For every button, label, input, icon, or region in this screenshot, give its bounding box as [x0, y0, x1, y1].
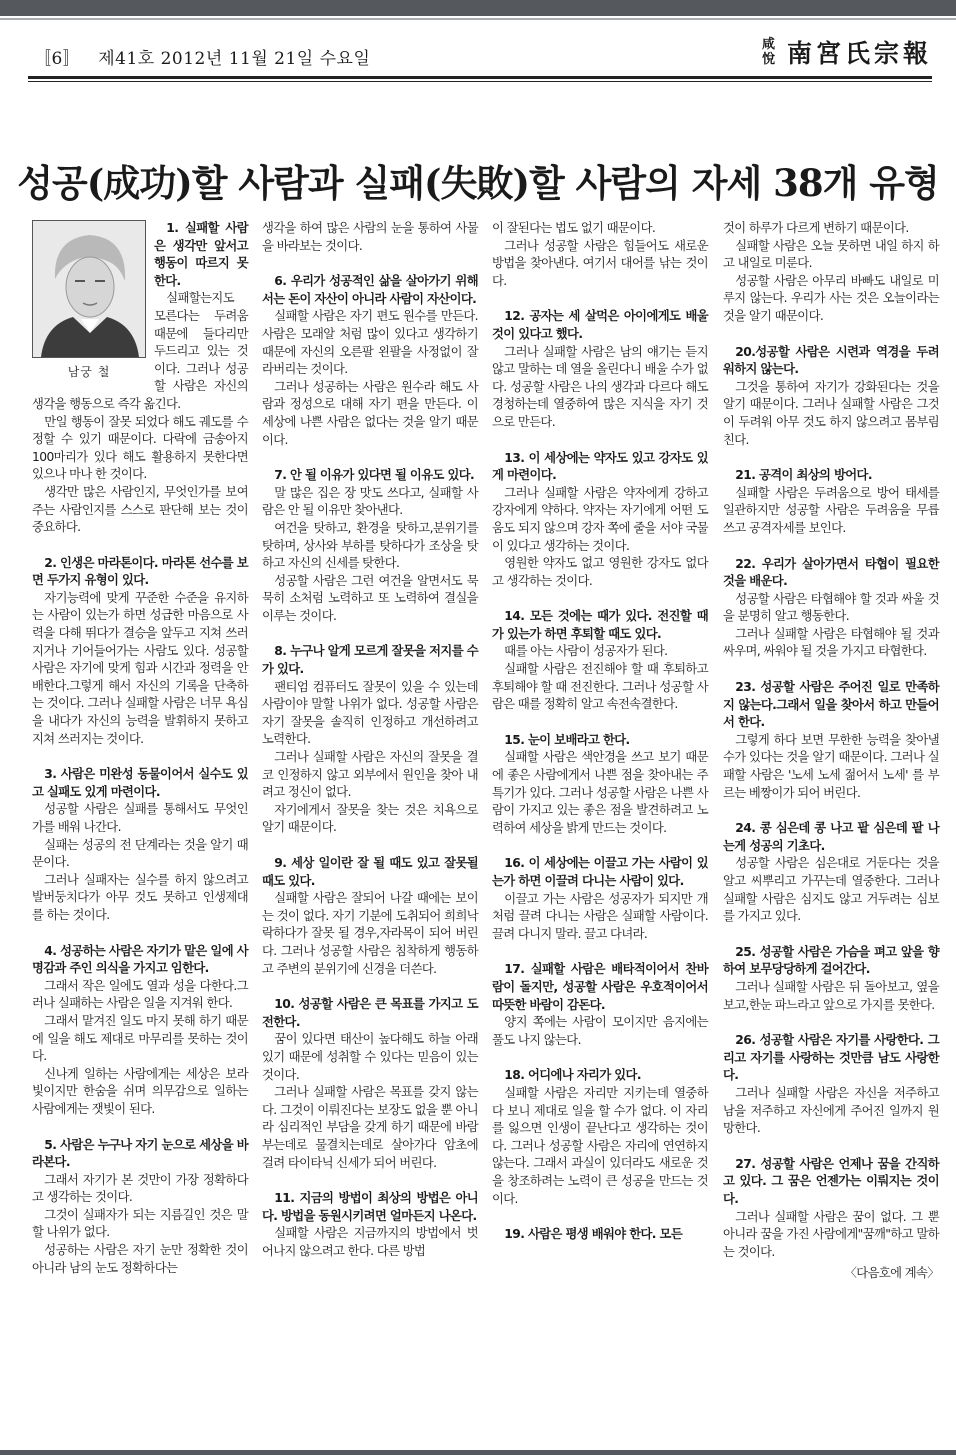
body-paragraph: 성공할 사람은 실패를 통해서도 무엇인가를 배워 나간다.: [32, 802, 248, 834]
body-paragraph: 그러나 실패할 사람은 타협해야 될 것과 싸우며, 싸워야 될 것을 가지고 타협한다.: [723, 626, 939, 659]
column-4-text: [723, 220, 939, 1261]
section-heading: 6. 우리가 성공적인 삶을 살아가기 위해서는 돈이 자산이 아니라 사람이 자산이다.: [262, 274, 478, 306]
body-paragraph: 실패는 성공의 전 단계라는 것을 알기 때문이다.: [32, 837, 248, 870]
body-paragraph: 실패할 사람은 전진해야 할 때 후퇴하고 후퇴해야 할 때 전진한다. 그러나 성공할 사람은 때를 정확히 알고 속전속결한다.: [492, 662, 708, 712]
article-column-4: [723, 220, 939, 1283]
section-heading: 11. 지금의 방법이 최상의 방법은 아니다. 방법을 동원시키려면 얼마든지 나온다.: [262, 1191, 478, 1223]
body-paragraph: 그렇게 하다 보면 무한한 능력을 찾아낼 수가 있다는 것을 알기 때문이다. 그러나 실패할 사람은 '노세 노세 젊어서 노세' 를 부르는 베짱이가 되어 버린다.: [723, 732, 939, 800]
section-heading: 16. 이 세상에는 이끌고 가는 사람이 있는가 하면 이끌려 다니는 사람이 있다.: [492, 856, 708, 888]
body-paragraph: 그러나 실패할 사람은 목표를 갖지 않는다. 그것이 이뤄진다는 보장도 없을 뿐 아니라 심리적인 부담을 갖게 하기 때문에 바람부는데로 물결치는데로 살아가다 암초에 걸려 타이타닉 신세가 되어 버린다.: [262, 1085, 478, 1170]
body-paragraph: 그러나 실패할 사람은 뒤 돌아보고, 옆을 보고,한눈 파느라고 앞으로 가지를 못한다.: [723, 979, 939, 1012]
body-paragraph: 말 많은 집은 장 맛도 쓰다고, 실패할 사람은 안 될 이유만 찾아낸다.: [262, 485, 478, 518]
body-paragraph: 그것을 통하여 자기가 강화된다는 것을 알기 때문이다. 그러나 실패할 사람은 그것이 두려워 아무 것도 하지 않으려고 몸부림친다.: [723, 379, 939, 447]
body-paragraph: 실패할 사람은 지금까지의 방법에서 벗어나지 않으려고 한다. 다른 방법: [262, 1226, 478, 1258]
section-heading: 21. 공격이 최상의 방어다.: [735, 468, 872, 483]
bottom-bar: [0, 1450, 956, 1455]
body-paragraph: 그래서 자기가 본 것만이 가장 정확하다고 생각하는 것이다.: [32, 1172, 248, 1205]
body-paragraph: 자기에게서 잘못을 찾는 것은 치욕으로 알기 때문이다.: [262, 802, 478, 835]
author-photo-block: [32, 220, 146, 382]
article-column-3: [492, 220, 708, 1244]
section-heading: 27. 성공할 사람은 언제나 꿈을 간직하고 있다. 그 꿈은 언젠가는 이뤄지는 것이다.: [723, 1156, 939, 1206]
body-paragraph: 영원한 약자도 없고 영원한 강자도 없다고 생각하는 것이다.: [492, 556, 708, 588]
section-heading: 14. 모든 것에는 때가 있다. 전진할 때가 있는가 하면 후퇴할 때도 있다.: [492, 609, 708, 641]
body-paragraph: 만일 행동이 잘못 되었다 해도 궤도를 수정할 수 있기 때문이다. 다락에 금송아지 100마리가 있다 해도 활용하지 못한다면 있으나 마나 한 것이다.: [32, 414, 248, 482]
body-paragraph: 이끌고 가는 사람은 성공자가 되지만 개처럼 끌려 다니는 사람은 실패할 사람이다. 끌려 다니지 말라. 끌고 다녀라.: [492, 891, 708, 941]
article-column-1: [32, 220, 248, 1277]
section-heading: 17. 실패할 사람은 배타적이어서 찬바람이 돌지만, 성공할 사람은 우호적이어서 따뜻한 바람이 감돈다.: [492, 962, 708, 1012]
body-paragraph: 실패할 사람은 자리만 지키는데 열중하다 보니 제대로 일을 할 수가 없다. 이 자리를 잃으면 인생이 끝난다고 생각하는 것이다. 그러나 성공할 사람은 자리에 연연하지 않는다. 그래서 과실이 있더라도 새로운 것을 창조하려는 노력이 큰 성공을 만드는 것이다.: [492, 1085, 708, 1206]
body-paragraph: 성공하는 사람은 자기 눈만 정확한 것이 아니라 남의 눈도 정확하다는: [32, 1243, 248, 1275]
body-paragraph: 그러나 실패자는 실수를 하지 않으려고 발버둥치다가 아무 것도 못하고 인생제대를 하는 것이다.: [32, 872, 248, 922]
masthead-title: 南宮氏宗報: [786, 39, 932, 68]
body-paragraph: 실패할 사람은 잘되어 나갈 때에는 보이는 것이 없다. 자기 기분에 도취되어 희희낙락하다가 잘못 될 경우,자라목이 되어 버린다. 그러나 성공할 사람은 침착하게 행동하고 주변의 분위기에 신경을 더쓴다.: [262, 891, 478, 976]
section-heading: 3. 사람은 미완성 동물이어서 실수도 있고 실패도 있게 마련이다.: [32, 767, 248, 799]
body-paragraph: 실패할 사람은 오늘 못하면 내일 하지 하고 내일로 미룬다.: [723, 238, 939, 271]
body-paragraph: 실패할 사람은 자기 편도 원수를 만든다. 사람은 모래알 처럼 많이 있다고 생각하기 때문에 자신의 오른팔 왼팔을 사정없이 잘라버리는 것이다.: [262, 309, 478, 377]
body-paragraph: 자기능력에 맞게 꾸준한 수준을 유지하는 사람이 있는가 하면 성급한 마음으로 사력을 다해 뛰다가 결승을 앞두고 지쳐 쓰러지거나 기어들어가는 사람도 있다. 성공할 사람은 자기에 맞게 힘과 시간과 정력을 안배한다.그렇게 해서 자신의 기록을 단축하는 것이다. 그러나 실패할 사람은 너무 욕심을 내다가 자신의 능력을 발휘하지 못하고 지쳐 쓰러지는 것이다.: [32, 590, 248, 746]
section-heading: 22. 우리가 살아가면서 타협이 필요한 것을 배운다.: [723, 556, 939, 589]
body-paragraph: 그러나 성공하는 사람은 원수라 해도 사람과 정성으로 대해 자기 편을 만든다. 이 세상에 나쁜 사람은 없다는 것을 알기 때문이다.: [262, 379, 478, 447]
body-paragraph: 그러나 실패할 사람은 꿈이 없다. 그 뿐 아니라 꿈을 가진 사람에게"꿈깨"하고 말하는 것이다.: [723, 1209, 939, 1259]
body-paragraph: 생각만 많은 사람인지, 무엇인가를 보여 주는 사람인지를 스스로 판단해 보는 것이 중요하다.: [32, 484, 248, 535]
section-heading: 1. 실패할 사람은 생각만 앞서고 행동이 따르지 못한다.: [154, 221, 248, 288]
section-heading: 19. 사람은 평생 배워야 한다. 모든: [504, 1227, 683, 1242]
body-paragraph: 그러나 성공할 사람은 힘들어도 새로운 방법을 찾아낸다. 여기서 대어를 낚는 것이다.: [492, 238, 708, 288]
section-heading: 18. 어디에나 자리가 있다.: [504, 1068, 641, 1083]
masthead: [762, 34, 932, 70]
section-heading: 10. 성공할 사람은 큰 목표를 가지고 도전한다.: [262, 997, 478, 1029]
body-paragraph: 신나게 일하는 사람에게는 세상은 보라빛이지만 한숨을 쉬며 의무감으로 일하는 사람에게는 잿빛이 된다.: [32, 1066, 248, 1116]
section-heading: 2. 인생은 마라톤이다. 마라톤 선수를 보면 두가지 유형이 있다.: [32, 555, 248, 588]
masthead-small-top: 咸: [761, 37, 775, 52]
section-heading: 24. 콩 심은데 콩 나고 팥 심은데 팥 나는게 성공의 기초다.: [723, 821, 939, 853]
body-paragraph: 것이 하루가 다르게 변하기 때문이다.: [723, 221, 909, 235]
body-paragraph: 양지 쪽에는 사람이 모이지만 음지에는 풀도 나지 않는다.: [492, 1015, 708, 1047]
body-paragraph: 그래서 맡겨진 일도 마지 못해 하기 때문에 일을 해도 제대로 마무리를 못하는 것이다.: [32, 1013, 248, 1064]
section-heading: 20.성공할 사람은 시련과 역경을 두려워하지 않는다.: [723, 344, 939, 377]
article-headline: 성공(成功)할 사람과 실패(失敗)할 사람의 자세 38개 유형: [17, 160, 939, 205]
body-paragraph: 그러나 실패할 사람은 약자에게 강하고 강자에게 약하다. 약자는 자기에게 어떤 도움도 되지 않으며 강자 쪽에 줄을 서야 국물이 있다고 생각하는 것이다.: [492, 485, 708, 553]
body-paragraph: 팬티엄 컴퓨터도 잘못이 있을 수 있는데 사람이야 말할 나위가 없다. 성공할 사람은 자기 잘못을 솔직히 인정하고 개선하려고 노력한다.: [262, 679, 478, 747]
masthead-small-bottom: 悅: [761, 52, 775, 67]
header-rule-thin: [28, 81, 932, 82]
column-3-text: [492, 220, 708, 1244]
author-photo: [32, 220, 146, 358]
body-paragraph: 그래서 작은 일에도 열과 성을 다한다.그러나 실패하는 사람은 일을 지겨워 한다.: [32, 978, 248, 1011]
section-heading: 26. 성공할 사람은 자기를 사랑한다. 그리고 자기를 사랑하는 것만큼 남도 사랑한다.: [723, 1033, 939, 1083]
header-rule-thick: [28, 76, 932, 79]
section-heading: 5. 사람은 누구나 자기 눈으로 세상을 바라본다.: [32, 1137, 248, 1170]
body-paragraph: 그러나 실패할 사람은 자신을 저주하고 남을 저주하고 자신에게 주어진 일까지 원망한다.: [723, 1085, 939, 1136]
section-heading: 13. 이 세상에는 약자도 있고 강자도 있게 마련이다.: [492, 450, 708, 483]
body-paragraph: 성공할 사람은 아무리 바빠도 내일로 미루지 않는다. 우리가 사는 것은 오늘이라는 것을 알기 때문이다.: [723, 273, 939, 323]
body-paragraph: 실패할 사람은 색안경을 쓰고 보기 때문에 좋은 사람에게서 나쁜 점을 찾아내는 주특기가 있다. 그러나 성공할 사람은 나쁜 사람이 가지고 있는 좋은 점을 발견하려고 노력하여 세상을 밝게 만드는 것이다.: [492, 750, 708, 835]
page-number: 〚6〛: [34, 49, 81, 69]
body-paragraph: 꿈이 있다면 태산이 높다해도 하늘 아래 있기 때문에 성취할 수 있다는 믿음이 있는 것이다.: [262, 1032, 478, 1082]
body-paragraph: 실패할는지도 모른다는 두려움 때문에 들다리만 두드리고 있는 것이다. 그러나 성공할 사람은 자신의 생각을 행동으로 즉각 옮긴다.: [32, 291, 248, 411]
issue-date: 제41호 2012년 11월 21일 수요일: [98, 49, 371, 69]
body-paragraph: 이 잘된다는 법도 없기 때문이다.: [492, 221, 656, 235]
section-heading: 15. 눈이 보배라고 한다.: [504, 732, 630, 747]
section-heading: 8. 누구나 알게 모르게 잘못을 저지를 수가 있다.: [262, 644, 478, 677]
body-paragraph: 성공할 사람은 심은대로 거둔다는 것을 알고 씨뿌리고 가꾸는데 열중한다. 그러나 실패할 사람은 심지도 않고 거두려는 심보를 가지고 있다.: [723, 856, 939, 924]
issue-info: [34, 44, 370, 69]
body-paragraph: 그것이 실패자가 되는 지름길인 것은 말할 나위가 없다.: [32, 1207, 248, 1240]
body-paragraph: 여건을 탓하고, 환경을 탓하고,분위기를 탓하며, 상사와 부하를 탓하다가 조상을 탓하고 자신의 신세를 탓한다.: [262, 520, 478, 571]
column-2-text: [262, 220, 478, 1260]
body-paragraph: 실패할 사람은 두려움으로 방어 태세를 일관하지만 성공할 사람은 두려움을 무릅쓰고 공격자세를 보인다.: [723, 485, 939, 535]
body-paragraph: 그러나 실패할 사람은 자신의 잘못을 결코 인정하지 않고 외부에서 원인을 찾아 내려고 정신이 없다.: [262, 750, 478, 800]
section-heading: 7. 안 될 이유가 있다면 될 이유도 있다.: [274, 468, 475, 483]
section-heading: 9. 세상 일이란 잘 될 때도 있고 잘못될 때도 있다.: [262, 856, 478, 888]
masthead-small: [762, 37, 775, 67]
body-paragraph: 때를 아는 사람이 성공자가 된다.: [504, 644, 668, 659]
top-bar: [0, 0, 956, 16]
section-heading: 25. 성공할 사람은 가슴을 펴고 앞을 향하여 보무당당하게 걸어간다.: [723, 944, 939, 977]
section-heading: 12. 공자는 세 살먹은 아이에게도 배울 것이 있다고 했다.: [492, 309, 708, 341]
continued-note: 〈다음호에 계속〉: [844, 1266, 939, 1281]
article-column-2: [262, 220, 478, 1260]
body-paragraph: 생각을 하여 많은 사람의 눈을 통하여 사물을 바라보는 것이다.: [262, 221, 478, 253]
body-paragraph: 그러나 실패할 사람은 남의 얘기는 듣지 않고 말하는 데 열을 올린다니 배울 수가 없다. 성공할 사람은 나의 생각과 다르다 해도 경청하는데 열중하여 많은 지식을 자기 것으로 만든다.: [492, 344, 708, 429]
body-paragraph: 성공할 사람은 타협해야 할 것과 싸울 것을 분명히 알고 행동한다.: [723, 591, 939, 624]
body-paragraph: 성공할 사람은 그런 여건을 알면서도 묵묵히 소처럼 노력하고 또 노력하여 결실을 이루는 것이다.: [262, 573, 478, 623]
section-heading: 23. 성공할 사람은 주어진 일로 만족하지 않는다.그래서 일을 찾아서 하고 만들어서 한다.: [723, 680, 939, 730]
section-heading: 4. 성공하는 사람은 자기가 맡은 일에 사명감과 주인 의식을 가지고 임한다.: [32, 943, 248, 976]
author-caption: 남궁 철: [67, 365, 111, 379]
